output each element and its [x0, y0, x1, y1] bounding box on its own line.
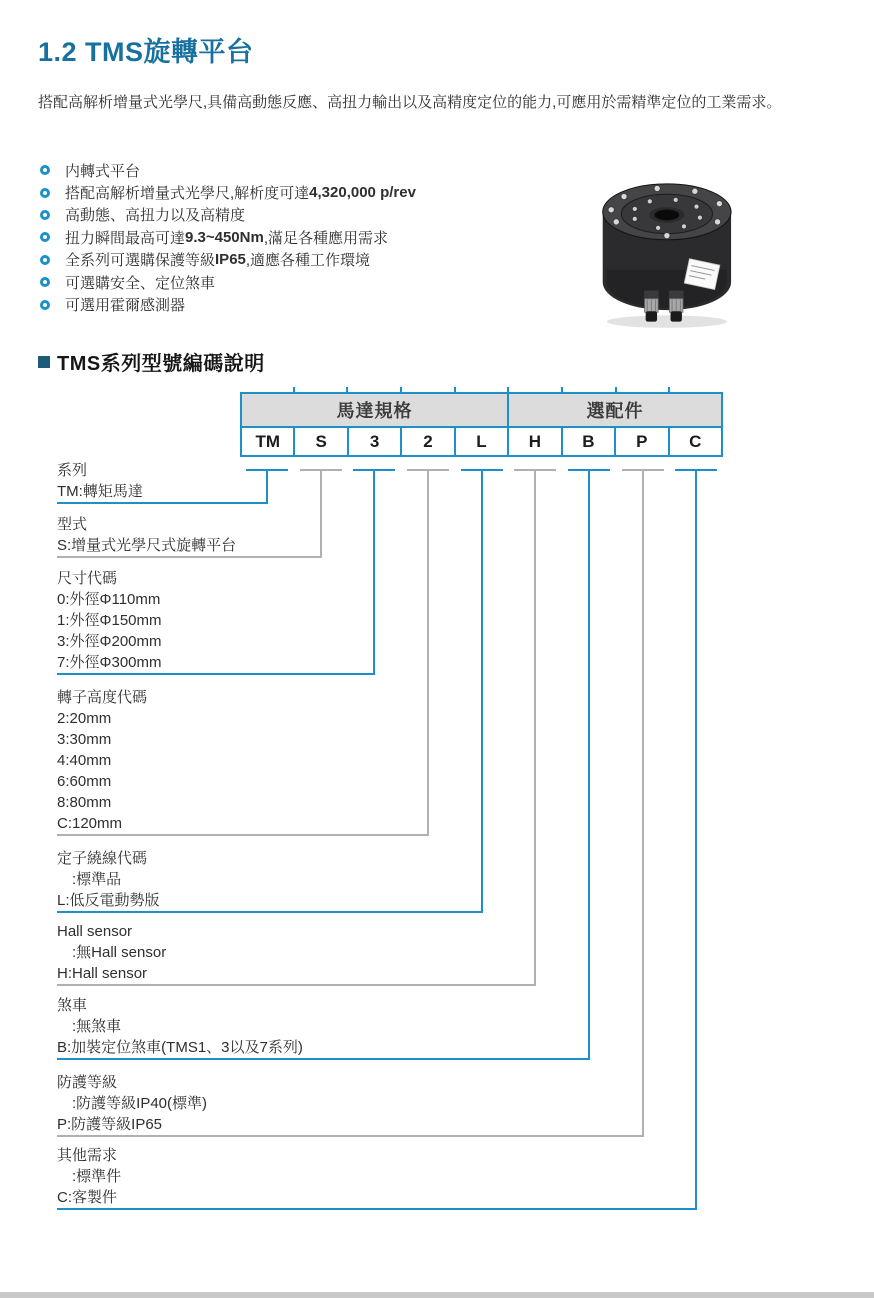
table-top-tick: [293, 387, 295, 392]
connector-underline: [57, 911, 483, 913]
code-section-item: H:Hall sensor: [57, 965, 148, 982]
table-top-tick: [454, 387, 456, 392]
table-group-header: 馬達規格: [336, 401, 413, 421]
motor-image: [585, 158, 755, 334]
code-section-item: 7:外徑Φ300mm: [57, 654, 162, 671]
intro-paragraph: 搭配高解析增量式光學尺,具備高動態反應、高扭力輸出以及高精度定位的能力,可應用於需精準定位的工業需求。: [38, 94, 782, 111]
code-section-item: 0:外徑Φ110mm: [57, 591, 161, 608]
table-code-row: [242, 428, 721, 455]
square-bullet-icon: [38, 356, 50, 368]
circle-bullet-icon: [40, 188, 50, 198]
table-group-header: 選配件: [507, 394, 721, 426]
code-section-item: L:低反電動勢版: [57, 892, 160, 909]
product-photo: [585, 158, 755, 334]
code-section-heading: 定子繞線代碼: [57, 850, 148, 867]
connector-underline: [57, 1208, 697, 1210]
feature-text: 4,320,000 p/rev: [309, 184, 416, 202]
connector-underline: [57, 1058, 590, 1060]
code-section: [57, 921, 166, 984]
table-code-cell: 3: [347, 428, 400, 455]
circle-bullet-icon: [40, 165, 50, 175]
feature-text: ,適應各種工作環境: [245, 252, 371, 270]
connector-underline: [57, 556, 322, 558]
feature-text: ,滿足各種應用需求: [263, 229, 388, 247]
table-code-cell: C: [668, 428, 721, 455]
connector-vertical-line: [588, 469, 590, 1060]
table-top-tick: [346, 387, 348, 392]
table-top-tick: [561, 387, 563, 392]
list-item: [40, 204, 416, 226]
table-code-cell: TM: [255, 431, 280, 451]
code-section-heading: 防護等級: [57, 1074, 118, 1091]
code-section: [57, 687, 147, 834]
code-section: [57, 995, 303, 1058]
table-code-cell: B: [561, 428, 614, 455]
list-item: [40, 271, 416, 293]
code-section-item: :無Hall sensor: [57, 944, 167, 961]
code-section: [57, 848, 160, 911]
coding-section-header: [38, 347, 265, 376]
list-item: [40, 249, 416, 271]
connector-vertical-line: [427, 469, 429, 836]
feature-text: 内轉式平台: [65, 162, 141, 180]
page-footer-bar: [0, 1292, 874, 1298]
circle-bullet-icon: [40, 210, 50, 220]
code-section-heading: 系列: [57, 462, 88, 479]
circle-bullet-icon: [40, 255, 50, 265]
table-code-cell: P: [614, 428, 667, 455]
connector-underline: [57, 673, 375, 675]
code-section: [57, 460, 143, 502]
table-code-cell: S: [293, 428, 346, 455]
list-item: [40, 181, 416, 203]
code-section: [57, 568, 162, 673]
feature-list: [40, 159, 416, 316]
connector-underline: [57, 984, 536, 986]
model-code-table: [240, 392, 723, 457]
circle-bullet-icon: [40, 277, 50, 287]
code-section-item: B:加裝定位煞車(TMS1、3以及7系列): [57, 1039, 303, 1056]
connector-underline: [57, 1135, 644, 1137]
table-group-header-row: [242, 394, 721, 428]
code-section-item: 2:20mm: [57, 710, 112, 727]
connector-underline: [57, 502, 268, 504]
code-section-heading: 轉子高度代碼: [57, 689, 148, 706]
code-section-item: P:防護等級IP65: [57, 1116, 163, 1133]
code-section: [57, 1145, 121, 1208]
code-section-item: TM:轉矩馬達: [57, 483, 143, 500]
connector-vertical-line: [534, 469, 536, 986]
code-section-item: 3:30mm: [57, 731, 112, 748]
code-section-item: 6:60mm: [57, 773, 112, 790]
connector-vertical-line: [320, 469, 322, 558]
list-item: [40, 159, 416, 181]
code-section-item: 3:外徑Φ200mm: [57, 633, 162, 650]
feature-text: 搭配高解析增量式光學尺,解析度可達: [65, 185, 310, 203]
code-section-item: :標準件: [57, 1168, 122, 1185]
feature-text: 9.3~450Nm: [185, 228, 264, 246]
table-top-tick: [507, 387, 509, 392]
feature-text: IP65: [215, 251, 246, 269]
code-section-item: :防護等級IP40(標準): [57, 1095, 208, 1112]
code-section-item: C:120mm: [57, 815, 123, 832]
code-section-heading: 其他需求: [57, 1147, 118, 1164]
feature-text: 高動態、高扭力以及高精度: [65, 207, 246, 225]
list-item: [40, 226, 416, 248]
table-code-cell: L: [454, 428, 507, 455]
connector-vertical-line: [373, 469, 375, 675]
code-section-heading: 尺寸代碼: [57, 570, 118, 587]
code-section-item: C:客製件: [57, 1189, 118, 1206]
code-section-item: 1:外徑Φ150mm: [57, 612, 162, 629]
code-section-heading: 煞車: [57, 997, 88, 1014]
code-section: [57, 514, 236, 556]
code-section-item: 4:40mm: [57, 752, 112, 769]
circle-bullet-icon: [40, 232, 50, 242]
code-section-item: S:增量式光學尺式旋轉平台: [57, 537, 237, 554]
page-title: 1.2 TMS旋轉平台: [38, 37, 254, 67]
connector-vertical-line: [481, 469, 483, 913]
list-item: [40, 293, 416, 315]
connector-vertical-line: [642, 469, 644, 1137]
connector-underline: [57, 834, 429, 836]
connector-vertical-line: [266, 469, 268, 504]
feature-text: 可選用霍爾感測器: [65, 297, 186, 315]
table-code-cell: 2: [400, 428, 453, 455]
circle-bullet-icon: [40, 300, 50, 310]
table-top-tick: [615, 387, 617, 392]
code-section-item: :無煞車: [57, 1018, 122, 1035]
connector-vertical-line: [695, 469, 697, 1210]
table-code-cell: H: [507, 428, 560, 455]
code-section-item: 8:80mm: [57, 794, 112, 811]
table-top-tick: [668, 387, 670, 392]
code-section-heading: 型式: [57, 516, 88, 533]
feature-text: 可選購安全、定位煞車: [65, 274, 216, 292]
code-section-item: :標準品: [57, 871, 122, 888]
feature-text: 全系列可選購保護等級: [65, 252, 216, 270]
feature-text: 扭力瞬間最高可達: [65, 229, 186, 247]
code-section-heading: Hall sensor: [57, 923, 133, 940]
table-top-tick: [400, 387, 402, 392]
code-section: [57, 1072, 207, 1135]
coding-section-title: TMS系列型號編碼說明: [57, 353, 265, 375]
